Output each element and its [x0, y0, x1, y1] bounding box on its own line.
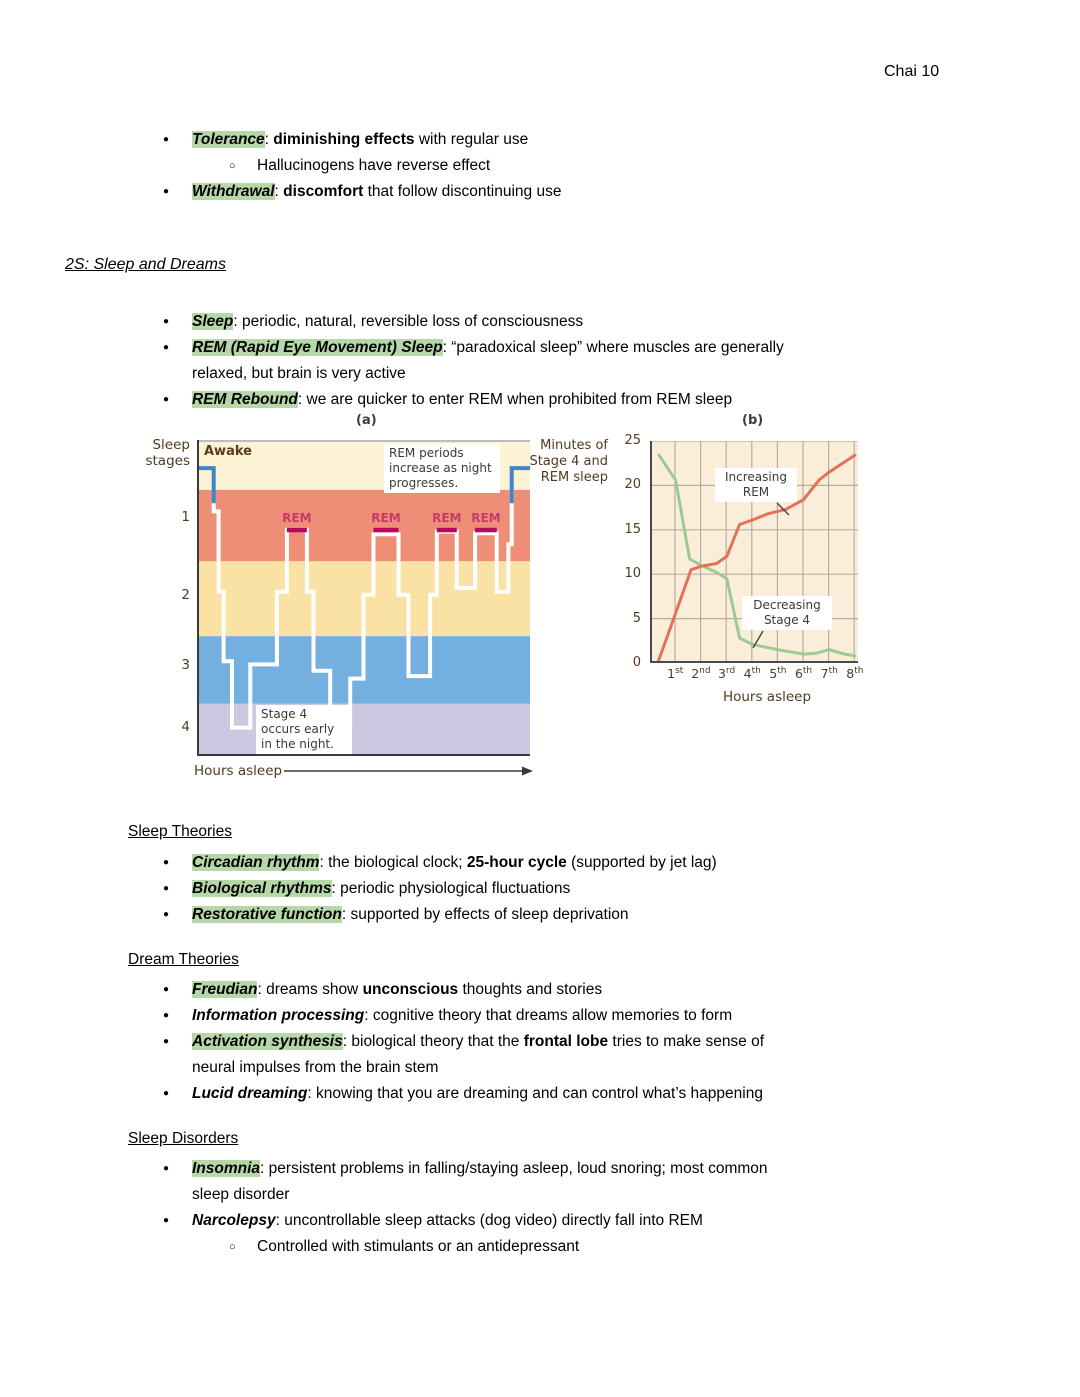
term-circadian: Circadian rhythm: [192, 854, 320, 871]
term-activation-synthesis: Activation synthesis: [192, 1033, 343, 1050]
stage-tick-label: 2: [181, 587, 190, 604]
section-heading-sleep-and-dreams: 2S: Sleep and Dreams: [65, 256, 226, 273]
term-insomnia: Insomnia: [192, 1160, 261, 1177]
y-label-line: stages: [145, 453, 190, 469]
list-item-lucid-dreaming: [130, 1081, 970, 1107]
list-item-rem-sleep: [130, 335, 970, 387]
bullet-icon: ●: [163, 186, 170, 197]
tail-text: uncontrollable sleep attacks (dog video) directly fall into REM: [284, 1212, 703, 1229]
separator: :: [342, 1033, 352, 1050]
term-lucid-dreaming: Lucid dreaming: [192, 1085, 308, 1102]
bold-phrase: unconscious: [362, 981, 459, 998]
right-arrow-icon: [282, 765, 534, 777]
bullet-icon: ●: [163, 1010, 170, 1021]
list-item-freudian: [130, 977, 970, 1003]
term-narcolepsy: Narcolepsy: [192, 1212, 276, 1229]
tail-text: we are quicker to enter REM when prohibited from REM sleep: [306, 391, 733, 408]
bold-phrase: 25-hour cycle: [466, 854, 567, 871]
list-item-activation-synthesis: [130, 1029, 970, 1081]
separator: :: [364, 1007, 373, 1024]
panel-a-y-axis-label: [134, 437, 190, 469]
term-rem-rebound: REM Rebound: [192, 391, 298, 408]
page-header-label: Chai 10: [884, 63, 940, 80]
panel-b-y-axis-label: [522, 438, 608, 486]
bullet-icon: ●: [163, 857, 170, 868]
sub-item-text: Hallucinogens have reverse effect: [257, 157, 491, 174]
bold-phrase: frontal lobe: [523, 1033, 609, 1050]
separator: :: [260, 1160, 269, 1177]
tail-text: thoughts and stories: [458, 981, 603, 998]
bullet-icon: ●: [163, 1215, 170, 1226]
list-item-insomnia: [130, 1156, 970, 1208]
x-label-text: Hours asleep: [194, 763, 283, 779]
term-restorative: Restorative function: [192, 906, 342, 923]
list-item-information-processing: [130, 1003, 970, 1029]
tail-text: tries to make sense of: [608, 1033, 765, 1050]
separator: :: [264, 131, 274, 148]
y-tick-label: 5: [632, 610, 641, 626]
sleep-disorders-list: [130, 1156, 970, 1260]
tail-text: (supported by jet lag): [566, 854, 717, 871]
separator: :: [297, 391, 307, 408]
bullet-icon: ●: [163, 394, 170, 405]
list-item-restorative: [130, 902, 970, 928]
heading-sleep-theories: Sleep Theories: [128, 823, 232, 840]
hollow-bullet-icon: ○: [229, 1241, 236, 1253]
awake-label: Awake: [204, 444, 252, 459]
list-item-withdrawal: [130, 179, 970, 205]
x-tick-label: 3rd: [717, 666, 736, 682]
term-freudian: Freudian: [192, 981, 258, 998]
tail-text-line2: relaxed, but brain is very active: [192, 365, 406, 382]
term-withdrawal: Withdrawal: [192, 183, 275, 200]
decreasing-stage4-note: Decreasing Stage 4: [742, 596, 832, 630]
tail-text: persistent problems in falling/staying asleep, loud snoring; most common: [268, 1160, 768, 1177]
bullet-icon: ●: [163, 1036, 170, 1047]
bullet-icon: ●: [163, 984, 170, 995]
panel-a-title: (a): [356, 413, 377, 428]
bullet-icon: ●: [163, 134, 170, 145]
panel-b-title: (b): [742, 413, 764, 428]
sleep-definitions-list: [130, 309, 970, 413]
pre-text: biological theory that the: [351, 1033, 524, 1050]
x-tick-label: 5th: [769, 666, 787, 682]
hollow-bullet-icon: ○: [229, 160, 236, 172]
y-tick-label: 0: [632, 655, 641, 670]
rem-periods-note: REM periods increase as night progresses.: [384, 444, 500, 493]
svg-text:REM: REM: [282, 510, 312, 525]
y-label-line: Minutes of: [540, 438, 608, 453]
panel-a-x-axis-label: [194, 763, 534, 779]
stage-tick-label: 1: [181, 509, 190, 526]
y-tick-label: 25: [624, 433, 641, 448]
list-item-biological: [130, 876, 970, 902]
increasing-rem-note: Increasing REM: [715, 468, 797, 502]
separator: :: [442, 339, 452, 356]
term-information-processing: Information processing: [192, 1007, 365, 1024]
sub-item-text: Controlled with stimulants or an antidepressant: [257, 1238, 580, 1255]
list-item-tolerance: [130, 127, 970, 153]
tail-text: knowing that you are dreaming and can control what’s happening: [316, 1085, 763, 1102]
y-label-line: REM sleep: [540, 470, 608, 485]
tail-text: cognitive theory that dreams allow memories to form: [372, 1007, 733, 1024]
y-tick-label: 20: [624, 477, 641, 493]
svg-text:REM: REM: [432, 510, 462, 525]
tail-text: periodic physiological fluctuations: [340, 880, 571, 897]
x-tick-label: 4th: [743, 666, 761, 682]
list-item-rem-rebound: [130, 387, 970, 413]
term-sleep: Sleep: [192, 313, 234, 330]
tail-text: with regular use: [414, 131, 529, 148]
svg-text:REM: REM: [471, 510, 501, 525]
dream-theories-list: [130, 977, 970, 1107]
panel-b-x-axis-label: Hours asleep: [722, 689, 812, 705]
tail-text: periodic, natural, reversible loss of consciousness: [241, 313, 584, 330]
separator: :: [307, 1085, 317, 1102]
y-tick-label: 10: [624, 566, 641, 582]
pre-text: the biological clock;: [328, 854, 467, 871]
bullet-icon: ●: [163, 883, 170, 894]
x-tick-label: 8th: [846, 666, 864, 682]
y-tick-label: 15: [624, 521, 641, 537]
separator: :: [331, 880, 341, 897]
pre-text: dreams show: [266, 981, 363, 998]
stage-tick-label: 4: [181, 718, 190, 735]
svg-text:REM: REM: [371, 510, 401, 525]
bullet-icon: ●: [163, 316, 170, 327]
sleep-theories-list: [130, 850, 970, 928]
term-rem-sleep: REM (Rapid Eye Movement) Sleep: [192, 339, 443, 356]
list-item-sleep: [130, 309, 970, 335]
tail-text-line2: sleep disorder: [192, 1186, 290, 1203]
y-label-line: Stage 4 and: [529, 454, 608, 469]
tail-text: supported by effects of sleep deprivation: [350, 906, 629, 923]
heading-dream-theories: Dream Theories: [128, 951, 239, 968]
tail-text: that follow discontinuing use: [363, 183, 562, 200]
list-item-narcolepsy: [130, 1208, 970, 1234]
heading-sleep-disorders: Sleep Disorders: [128, 1130, 239, 1147]
bold-phrase: diminishing effects: [273, 131, 415, 148]
separator: :: [274, 183, 284, 200]
tail-text: “paradoxical sleep” where muscles are generally: [451, 339, 784, 356]
bullet-icon: ●: [163, 1088, 170, 1099]
bold-phrase: discomfort: [283, 183, 364, 200]
separator: :: [233, 313, 242, 330]
bullet-icon: ●: [163, 342, 170, 353]
stage-tick-label: 3: [181, 657, 190, 674]
list-item-circadian: [130, 850, 970, 876]
x-tick-label: 7th: [820, 666, 838, 682]
figure-sleep-stages: [130, 413, 980, 793]
separator: :: [257, 981, 267, 998]
x-tick-label: 6th: [794, 666, 813, 682]
x-tick-label: 2nd: [691, 666, 711, 682]
drug-effects-list: [130, 127, 970, 205]
list-item-controlled: [130, 1234, 970, 1260]
term-biological: Biological rhythms: [192, 880, 332, 897]
bullet-icon: ●: [163, 1163, 170, 1174]
separator: :: [319, 854, 329, 871]
bullet-icon: ●: [163, 909, 170, 920]
y-label-line: Sleep: [152, 437, 190, 453]
x-tick-label: 1st: [667, 666, 684, 682]
separator: :: [275, 1212, 285, 1229]
tail-text-line2: neural impulses from the brain stem: [192, 1059, 439, 1076]
stage4-early-note: Stage 4 occurs early in the night.: [256, 705, 352, 754]
term-tolerance: Tolerance: [192, 131, 265, 148]
list-item-hallucinogens: [130, 153, 970, 179]
separator: :: [341, 906, 351, 923]
